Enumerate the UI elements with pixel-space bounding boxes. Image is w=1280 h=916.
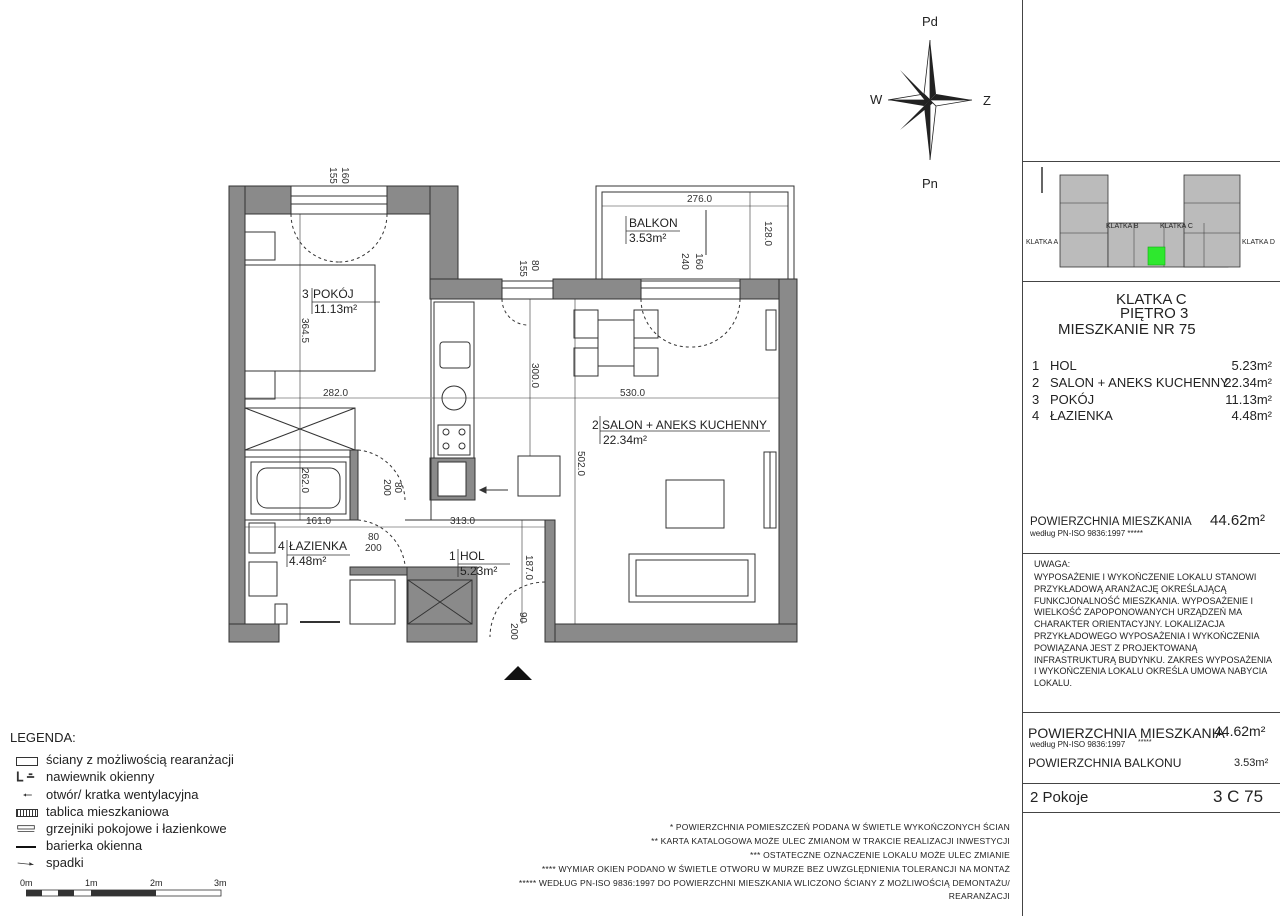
footnote: * POWIERZCHNIA POMIESZCZEŃ PODANA W ŚWIETLE WYKOŃCZONYCH ŚCIAN bbox=[669, 822, 1010, 832]
note-body bbox=[1034, 572, 1272, 690]
dim-window-3-h: 240 bbox=[678, 253, 690, 270]
keyplan-label-d: KLATKA D bbox=[1242, 239, 1275, 246]
balcony-area-value: 3.53m² bbox=[1234, 757, 1269, 769]
compass-west: W bbox=[870, 92, 883, 107]
compass bbox=[870, 10, 990, 190]
sidebar-room-area: 4.48m² bbox=[1231, 408, 1272, 423]
dim-window-2-w: 80 bbox=[529, 259, 541, 272]
legend-wall-icon bbox=[16, 757, 38, 766]
apartment-title-2: PIĘTRO 3 bbox=[1120, 305, 1189, 322]
apartment-panel-icon bbox=[16, 809, 38, 817]
note-line: INFRASTRUKTURĄ BUDYNKU. ZAKRES WYPOSAŻENIA bbox=[1034, 654, 1273, 665]
compass-rose-icon bbox=[870, 20, 990, 190]
dim-window-1-h: 155 bbox=[326, 167, 338, 184]
compass-south: Pn bbox=[922, 176, 938, 191]
room-1-name: HOL bbox=[460, 549, 485, 563]
dim-door-3-h: 200 bbox=[507, 623, 519, 640]
sidebar-room-name: HOL bbox=[1050, 358, 1077, 373]
sidebar-divider-6 bbox=[1022, 812, 1280, 813]
dim-187: 187.0 bbox=[523, 554, 535, 581]
legend-text: ściany z możliwością rearanżacji bbox=[46, 752, 234, 767]
sidebar-room-num: 3 bbox=[1032, 392, 1040, 407]
room-4-area: 4.48m² bbox=[289, 554, 327, 568]
floor-plan bbox=[220, 167, 820, 690]
sidebar-divider-5 bbox=[1022, 783, 1280, 784]
sidebar-room-num: 2 bbox=[1032, 375, 1040, 390]
compass-north: Pd bbox=[922, 14, 938, 29]
footnote: ***** WEDŁUG PN-ISO 9836:1997 DO POWIERZCHNI MIESZKANIA WLICZONO ŚCIANY Z MOŻLIWOŚCIĄ DEMONTAŻU/ bbox=[518, 878, 1010, 888]
dim-door-2-h: 200 bbox=[365, 543, 382, 554]
area-label: POWIERZCHNIA MIESZKANIA bbox=[1030, 516, 1192, 528]
legend-text: otwór/ kratka wentylacyjna bbox=[46, 787, 199, 802]
scale-bar bbox=[20, 878, 235, 908]
room-3-area: 11.13m² bbox=[314, 302, 358, 316]
note-line: FUNKCJONALNOŚĆ MIESZKANIA. WYPOSAŻENIE I bbox=[1034, 595, 1254, 606]
scale-label-3: 3m bbox=[214, 878, 227, 888]
note-line: POWIĄZANA JEST Z PROJEKTOWANĄ bbox=[1034, 642, 1198, 653]
key-plan bbox=[1024, 163, 1278, 281]
keyplan-label-c: KLATKA C bbox=[1160, 223, 1193, 230]
dim-313: 313.0 bbox=[450, 516, 476, 527]
sidebar-room-name: POKÓJ bbox=[1050, 392, 1095, 407]
room-1-area: 5.23m² bbox=[460, 564, 498, 578]
dim-282: 282.0 bbox=[323, 388, 349, 399]
note-line: PRZYKŁADOWĄ ARANŻACJĘ OKREŚLAJĄCĄ bbox=[1034, 583, 1227, 594]
room-2-area: 22.34m² bbox=[603, 433, 648, 447]
area2-stars: ***** bbox=[1138, 739, 1152, 746]
entrance-arrow-icon bbox=[504, 666, 532, 680]
note-line: CHARAKTER ORIENTACYJNY. LOKALIZACJA bbox=[1034, 619, 1225, 630]
compass-east: Z bbox=[983, 93, 991, 108]
dim-window-2-h: 155 bbox=[516, 260, 528, 277]
dim-300: 300.0 bbox=[529, 362, 541, 389]
sidebar-room-name: ŁAZIENKA bbox=[1050, 408, 1113, 423]
sidebar-divider-4 bbox=[1022, 712, 1280, 713]
note-line: WYPOSAŻENIE I WYKOŃCZENIE LOKALU STANOWI bbox=[1034, 572, 1257, 582]
keyplan-label-a: KLATKA A bbox=[1026, 239, 1059, 246]
sidebar-divider-3 bbox=[1022, 553, 1280, 554]
legend-text: spadki bbox=[46, 855, 84, 870]
dim-262: 262.0 bbox=[299, 467, 311, 494]
apartment-title-1: KLATKA C bbox=[1116, 291, 1187, 308]
dim-door-2-w: 80 bbox=[368, 532, 380, 543]
slope-arrow-icon bbox=[16, 858, 36, 868]
area-value: 44.62m² bbox=[1210, 512, 1266, 529]
note-line: LOKALU. bbox=[1034, 678, 1073, 689]
balcony-name: BALKON bbox=[629, 216, 678, 230]
sidebar-divider-1 bbox=[1022, 161, 1280, 162]
scale-bar-graphic bbox=[26, 889, 241, 899]
sidebar-room-row bbox=[1032, 392, 1272, 408]
sidebar-divider-2 bbox=[1022, 281, 1280, 282]
footnote: ** KARTA KATALOGOWA MOŻE ULEC ZMIANOM W TRAKCIE REALIZACJI INWESTYCJI bbox=[651, 836, 1010, 846]
footnote: *** OSTATECZNE OZNACZENIE LOKALU MOŻE ULEC ZMIANIE bbox=[750, 850, 1010, 860]
sidebar-room-num: 4 bbox=[1032, 408, 1040, 423]
dim-door-1-w: 80 bbox=[392, 481, 404, 494]
rooms-count: 2 Pokoje bbox=[1030, 789, 1089, 806]
apartment-title-3: MIESZKANIE NR 75 bbox=[1058, 321, 1196, 338]
legend-text: nawiewnik okienny bbox=[46, 769, 155, 784]
note-title: UWAGA: bbox=[1034, 559, 1071, 569]
dim-door-1-h: 200 bbox=[380, 479, 392, 496]
legend-text: barierka okienna bbox=[46, 838, 143, 853]
radiator-icon bbox=[16, 824, 36, 834]
area-sub: według PN-ISO 9836:1997 ***** bbox=[1030, 529, 1143, 538]
note-line: WIELKOŚĆ ZAPOPONOWANYCH URZĄDZEŃ MA bbox=[1034, 607, 1243, 618]
scale-label-1: 1m bbox=[85, 878, 98, 888]
room-3-name: POKÓJ bbox=[313, 287, 354, 301]
room-2-name: SALON + ANEKS KUCHENNY bbox=[602, 418, 768, 432]
window-vent-icon bbox=[16, 770, 36, 784]
dim-door-3-w: 90 bbox=[517, 611, 529, 624]
sidebar-room-row bbox=[1032, 358, 1272, 374]
window-barrier-icon bbox=[16, 846, 36, 848]
apartment-highlight bbox=[1148, 247, 1165, 265]
legend-text: tablica mieszkaniowa bbox=[46, 804, 169, 819]
sidebar-room-area: 22.34m² bbox=[1224, 375, 1272, 390]
apartment-code: 3 C 75 bbox=[1213, 787, 1264, 806]
note-line: PRZYKŁADOWEGO WYPOSAŻENIA I WYKOŃCZENIA bbox=[1034, 630, 1260, 641]
area2-value: 44.62m² bbox=[1214, 723, 1266, 739]
dim-502: 502.0 bbox=[575, 450, 587, 477]
room-4-name: ŁAZIENKA bbox=[289, 539, 348, 553]
sidebar-room-num: 1 bbox=[1032, 358, 1040, 373]
footnote: **** WYMIAR OKIEN PODANO W ŚWIETLE OTWORU W MURZE BEZ UWZGLĘDNIENIA TOLERANCJI NA MONTAŻ bbox=[541, 864, 1010, 874]
footnote: REARANŻACJI bbox=[948, 891, 1010, 901]
sidebar-room-row bbox=[1032, 375, 1272, 391]
note-line: I WYKOŃCZENIA LOKALU OKREŚLA UMOWA NABYCIA bbox=[1034, 666, 1268, 677]
sidebar-room-area: 11.13m² bbox=[1225, 392, 1272, 407]
scale-label-2: 2m bbox=[150, 878, 163, 888]
room-3-num: 3 bbox=[302, 287, 309, 301]
balcony-area: 3.53m² bbox=[629, 231, 667, 245]
dim-window-3-w: 160 bbox=[692, 253, 704, 270]
room-1-num: 1 bbox=[449, 549, 456, 563]
dim-balcony-depth: 128.0 bbox=[762, 220, 774, 247]
dim-161: 161.0 bbox=[306, 516, 332, 527]
sidebar-room-row bbox=[1032, 408, 1272, 424]
dim-balcony-width: 276.0 bbox=[687, 194, 713, 205]
sidebar-room-area: 5.23m² bbox=[1231, 358, 1272, 373]
legend-text: grzejniki pokojowe i łazienkowe bbox=[46, 821, 227, 836]
room-2-num: 2 bbox=[592, 418, 599, 432]
balcony-area-label: POWIERZCHNIA BALKONU bbox=[1028, 756, 1182, 770]
vent-opening-icon bbox=[16, 790, 36, 800]
legend-title: LEGENDA: bbox=[10, 730, 76, 745]
sidebar-room-name: SALON + ANEKS KUCHENNY bbox=[1050, 375, 1229, 390]
dim-window-1-w: 160 bbox=[338, 167, 350, 184]
dim-530: 530.0 bbox=[620, 388, 646, 399]
scale-label-0: 0m bbox=[20, 878, 33, 888]
area2-sub: według PN-ISO 9836:1997 bbox=[1030, 740, 1126, 749]
area2-label: POWIERZCHNIA MIESZKANIA bbox=[1028, 725, 1225, 741]
keyplan-label-b: KLATKA B bbox=[1106, 223, 1139, 230]
dim-room-3-height: 364.5 bbox=[299, 317, 311, 344]
sidebar-divider bbox=[1022, 0, 1023, 916]
building-key-plan bbox=[1024, 163, 1278, 281]
room-4-num: 4 bbox=[278, 539, 285, 553]
